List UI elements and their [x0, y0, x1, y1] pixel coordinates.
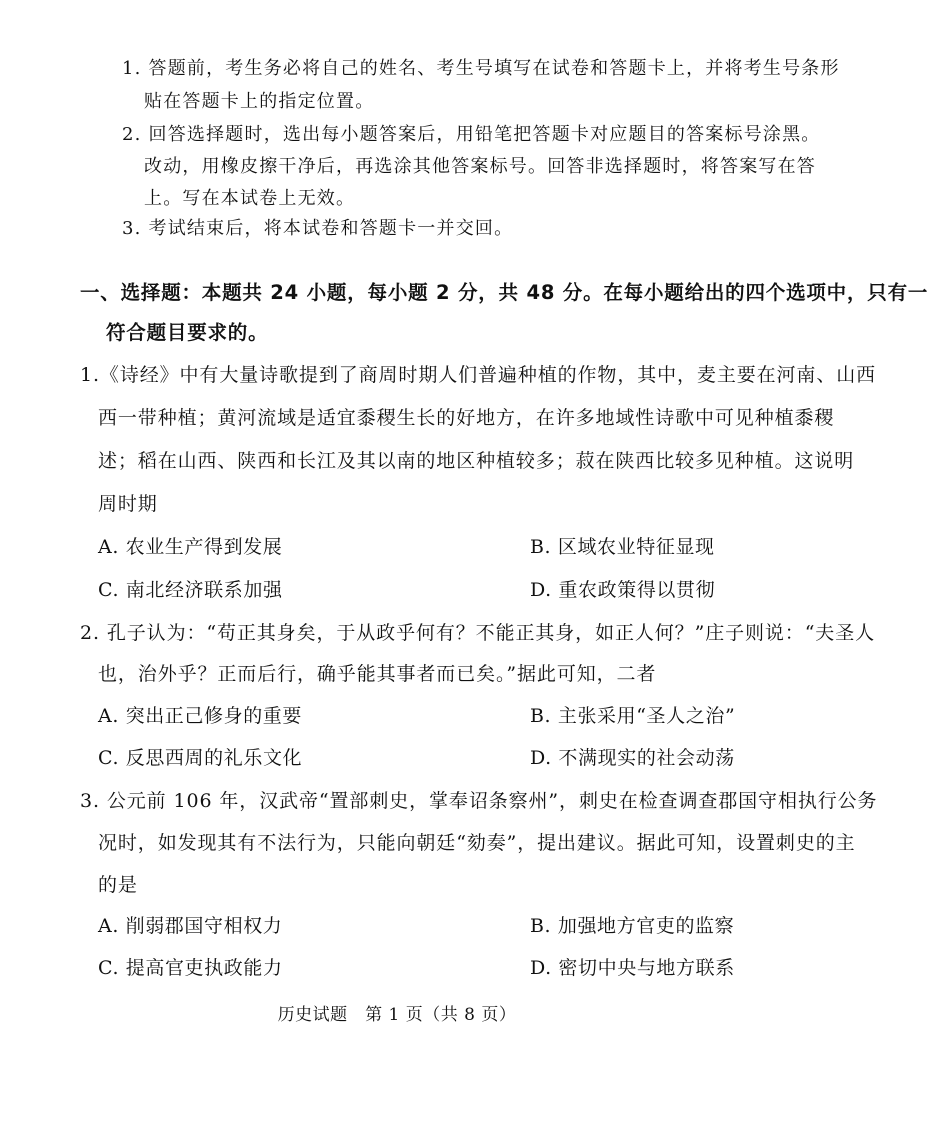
page-footer: 历史试题 第 1 页（共 8 页）: [277, 1005, 517, 1025]
notice-2-line-1: 2. 回答选择题时，选出每小题答案后，用铅笔把答题卡对应题目的答案标号涂黑。: [122, 124, 821, 145]
notice-2-line-3: 上。写在本试卷上无效。: [144, 188, 356, 209]
question-3-stem-line-1: 3. 公元前 106 年，汉武帝“置部刺史，掌奉诏条察州”，刺史在检查调查郡国守相执行公务: [80, 790, 878, 812]
question-3-option-d: D. 密切中央与地方联系: [530, 957, 735, 979]
question-1-option-d: D. 重农政策得以贯彻: [530, 579, 716, 601]
section-heading-line-2: 符合题目要求的。: [106, 321, 269, 344]
notice-3-line-1: 3. 考试结束后，将本试卷和答题卡一并交回。: [122, 218, 514, 239]
question-3-option-a: A. 削弱郡国守相权力: [98, 915, 283, 937]
question-3-stem-line-3: 的是: [98, 874, 138, 896]
section-heading-line-1: 一、选择题：本题共 24 小题，每小题 2 分，共 48 分。在每小题给出的四个选项中，只有一: [80, 281, 928, 304]
question-1-option-a: A. 农业生产得到发展: [98, 536, 283, 558]
question-3-option-c: C. 提高官吏执政能力: [98, 957, 283, 979]
question-1-option-b: B. 区域农业特征显现: [530, 536, 715, 558]
question-1-stem-line-3: 述；稻在山西、陕西和长江及其以南的地区种植较多；菽在陕西比较多见种植。这说明: [98, 450, 855, 472]
question-3-stem-line-2: 况时，如发现其有不法行为，只能向朝廷“劾奏”，提出建议。据此可知，设置刺史的主: [98, 832, 856, 854]
question-2-option-b: B. 主张采用“圣人之治”: [530, 705, 736, 727]
notice-2-line-2: 改动，用橡皮擦干净后，再选涂其他答案标号。回答非选择题时，将答案写在答: [144, 156, 816, 177]
question-1-option-c: C. 南北经济联系加强: [98, 579, 283, 601]
question-1-stem-line-2: 西一带种植；黄河流域是适宜黍稷生长的好地方，在许多地域性诗歌中可见种植黍稷: [98, 407, 835, 429]
notice-1-line-2: 贴在答题卡上的指定位置。: [144, 91, 375, 112]
question-1-stem-line-4: 周时期: [98, 493, 158, 515]
question-2-option-c: C. 反思西周的礼乐文化: [98, 747, 303, 769]
question-2-option-a: A. 突出正己修身的重要: [98, 705, 303, 727]
question-2-stem-line-1: 2. 孔子认为：“苟正其身矣，于从政乎何有？不能正其身，如正人何？”庄子则说：“夫圣人: [80, 622, 876, 644]
notice-1-line-1: 1. 答题前，考生务必将自己的姓名、考生号填写在试卷和答题卡上，并将考生号条形: [122, 58, 840, 79]
question-2-stem-line-2: 也，治外乎？正而后行，确乎能其事者而已矣。”据此可知，二者: [98, 663, 657, 685]
question-1-stem-line-1: 1.《诗经》中有大量诗歌提到了商周时期人们普遍种植的作物，其中，麦主要在河南、山西: [80, 364, 877, 386]
question-3-option-b: B. 加强地方官吏的监察: [530, 915, 735, 937]
question-2-option-d: D. 不满现实的社会动荡: [530, 747, 735, 769]
